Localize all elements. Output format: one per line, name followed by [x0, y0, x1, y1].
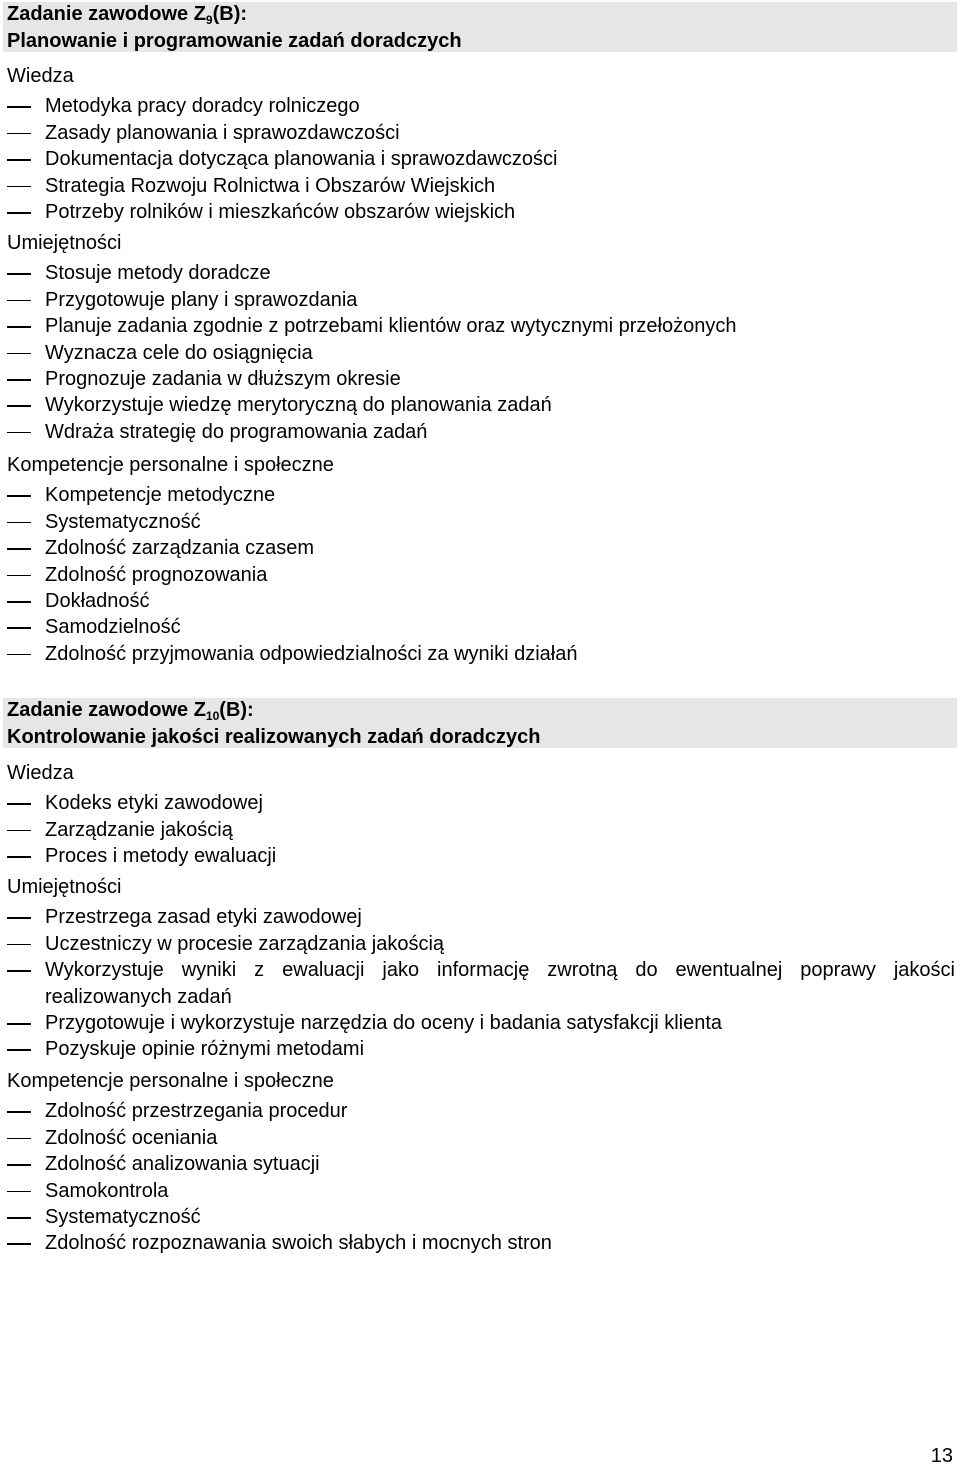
list-item: Proces i metody ewaluacji	[7, 843, 955, 869]
list-item: Wykorzystuje wyniki z ewaluacji jako informację zwrotną do ewentualnej poprawy jakości realizowanych zadań	[7, 957, 955, 1010]
list-item: Dokładność	[7, 588, 955, 614]
dash-bullet-icon	[7, 856, 31, 858]
list-item: Samokontrola	[7, 1178, 955, 1204]
list-item: Zdolność rozpoznawania swoich słabych i mocnych stron	[7, 1230, 955, 1256]
dash-bullet-icon	[7, 1243, 31, 1245]
dash-bullet-icon	[7, 495, 31, 497]
page-number: 13	[930, 1445, 953, 1467]
dash-bullet-icon	[7, 1164, 31, 1166]
dash-bullet-icon	[7, 1023, 31, 1025]
task-9-skills-heading: Umiejętności	[7, 232, 122, 254]
list-item: Strategia Rozwoju Rolnictwa i Obszarów Wiejskich	[7, 173, 955, 199]
task-9-title	[7, 2, 957, 29]
task-9-header	[3, 2, 957, 52]
list-item: Systematyczność	[7, 1204, 955, 1230]
dash-bullet-icon	[7, 326, 31, 328]
list-item: Metodyka pracy doradcy rolniczego	[7, 93, 955, 119]
task-10-competences-section	[7, 1068, 955, 1257]
list-item: Zarządzanie jakością	[7, 817, 955, 843]
task-9-skills-list	[7, 260, 955, 445]
list-item: Potrzeby rolników i mieszkańców obszarów wiejskich	[7, 199, 955, 225]
dash-bullet-icon	[7, 379, 31, 381]
list-item: Prognozuje zadania w dłuższym okresie	[7, 366, 955, 392]
dash-bullet-icon	[7, 627, 31, 629]
task-9-subtitle: Planowanie i programowanie zadań doradczych	[7, 30, 462, 52]
task-10-skills-list	[7, 904, 955, 1062]
task-9-competences-section	[7, 452, 955, 667]
dash-bullet-icon	[7, 548, 31, 550]
dash-bullet-icon	[7, 159, 31, 161]
list-item: Przygotowuje plany i sprawozdania	[7, 287, 955, 313]
dash-bullet-icon	[7, 405, 31, 407]
dash-bullet-icon	[7, 1049, 31, 1051]
dash-bullet-icon	[7, 917, 31, 919]
list-item: Samodzielność	[7, 614, 955, 640]
dash-bullet-icon	[7, 1138, 31, 1140]
list-item: Przygotowuje i wykorzystuje narzędzia do oceny i badania satysfakcji klienta	[7, 1010, 955, 1036]
list-item: Zdolność przyjmowania odpowiedzialności za wyniki działań	[7, 641, 955, 667]
list-item: Planuje zadania zgodnie z potrzebami klientów oraz wytycznymi przełożonych	[7, 313, 955, 339]
task-10-knowledge-list	[7, 790, 955, 869]
list-item: Zdolność prognozowania	[7, 562, 955, 588]
dash-bullet-icon	[7, 212, 31, 214]
dash-bullet-icon	[7, 273, 31, 275]
list-item: Wykorzystuje wiedzę merytoryczną do planowania zadań	[7, 392, 955, 418]
list-item: Przestrzega zasad etyki zawodowej	[7, 904, 955, 930]
dash-bullet-icon	[7, 353, 31, 355]
list-item: Kompetencje metodyczne	[7, 482, 955, 508]
task-9-knowledge-list	[7, 93, 955, 225]
dash-bullet-icon	[7, 1111, 31, 1113]
dash-bullet-icon	[7, 300, 31, 302]
task-10-title-prefix: Zadanie zawodowe Z	[7, 699, 206, 721]
list-item: Zdolność oceniania	[7, 1125, 955, 1151]
dash-bullet-icon	[7, 522, 31, 524]
task-10-competences-heading: Kompetencje personalne i społeczne	[7, 1070, 334, 1092]
task-9-competences-heading: Kompetencje personalne i społeczne	[7, 454, 334, 476]
list-item: Stosuje metody doradcze	[7, 260, 955, 286]
list-item: Zdolność zarządzania czasem	[7, 535, 955, 561]
dash-bullet-icon	[7, 970, 31, 972]
list-item: Wdraża strategię do programowania zadań	[7, 419, 955, 445]
dash-bullet-icon	[7, 803, 31, 805]
list-item: Uczestniczy w procesie zarządzania jakością	[7, 931, 955, 957]
dash-bullet-icon	[7, 944, 31, 946]
list-item: Systematyczność	[7, 509, 955, 535]
list-item: Kodeks etyki zawodowej	[7, 790, 955, 816]
task-10-competences-list	[7, 1098, 955, 1256]
list-item: Dokumentacja dotycząca planowania i sprawozdawczości	[7, 146, 955, 172]
dash-bullet-icon	[7, 601, 31, 603]
task-9-title-suffix: (B):	[212, 3, 248, 25]
dash-bullet-icon	[7, 1217, 31, 1219]
dash-bullet-icon	[7, 133, 31, 135]
dash-bullet-icon	[7, 575, 31, 577]
task-10-title	[7, 698, 957, 725]
task-10-skills-heading: Umiejętności	[7, 876, 122, 898]
task-9-knowledge-section	[7, 63, 955, 225]
task-10-title-subscript: 10	[205, 709, 220, 723]
list-item: Zasady planowania i sprawozdawczości	[7, 120, 955, 146]
task-9-skills-section	[7, 230, 955, 445]
task-10-skills-section	[7, 874, 955, 1063]
dash-bullet-icon	[7, 830, 31, 832]
list-item: Zdolność przestrzegania procedur	[7, 1098, 955, 1124]
list-item: Pozyskuje opinie różnymi metodami	[7, 1036, 955, 1062]
task-10-subtitle: Kontrolowanie jakości realizowanych zadań doradczych	[7, 726, 541, 748]
dash-bullet-icon	[7, 106, 31, 108]
list-item: Wyznacza cele do osiągnięcia	[7, 340, 955, 366]
dash-bullet-icon	[7, 1191, 31, 1193]
dash-bullet-icon	[7, 186, 31, 188]
task-9-competences-list	[7, 482, 955, 667]
task-10-knowledge-heading: Wiedza	[7, 762, 74, 784]
task-10-title-suffix: (B):	[219, 699, 254, 721]
list-item: Zdolność analizowania sytuacji	[7, 1151, 955, 1177]
task-9-title-prefix: Zadanie zawodowe Z	[7, 3, 206, 25]
task-9-knowledge-heading: Wiedza	[7, 65, 74, 87]
task-10-knowledge-section	[7, 760, 955, 870]
task-10-header	[3, 698, 957, 748]
dash-bullet-icon	[7, 432, 31, 434]
task-9-title-subscript: 9	[205, 13, 213, 27]
dash-bullet-icon	[7, 654, 31, 656]
